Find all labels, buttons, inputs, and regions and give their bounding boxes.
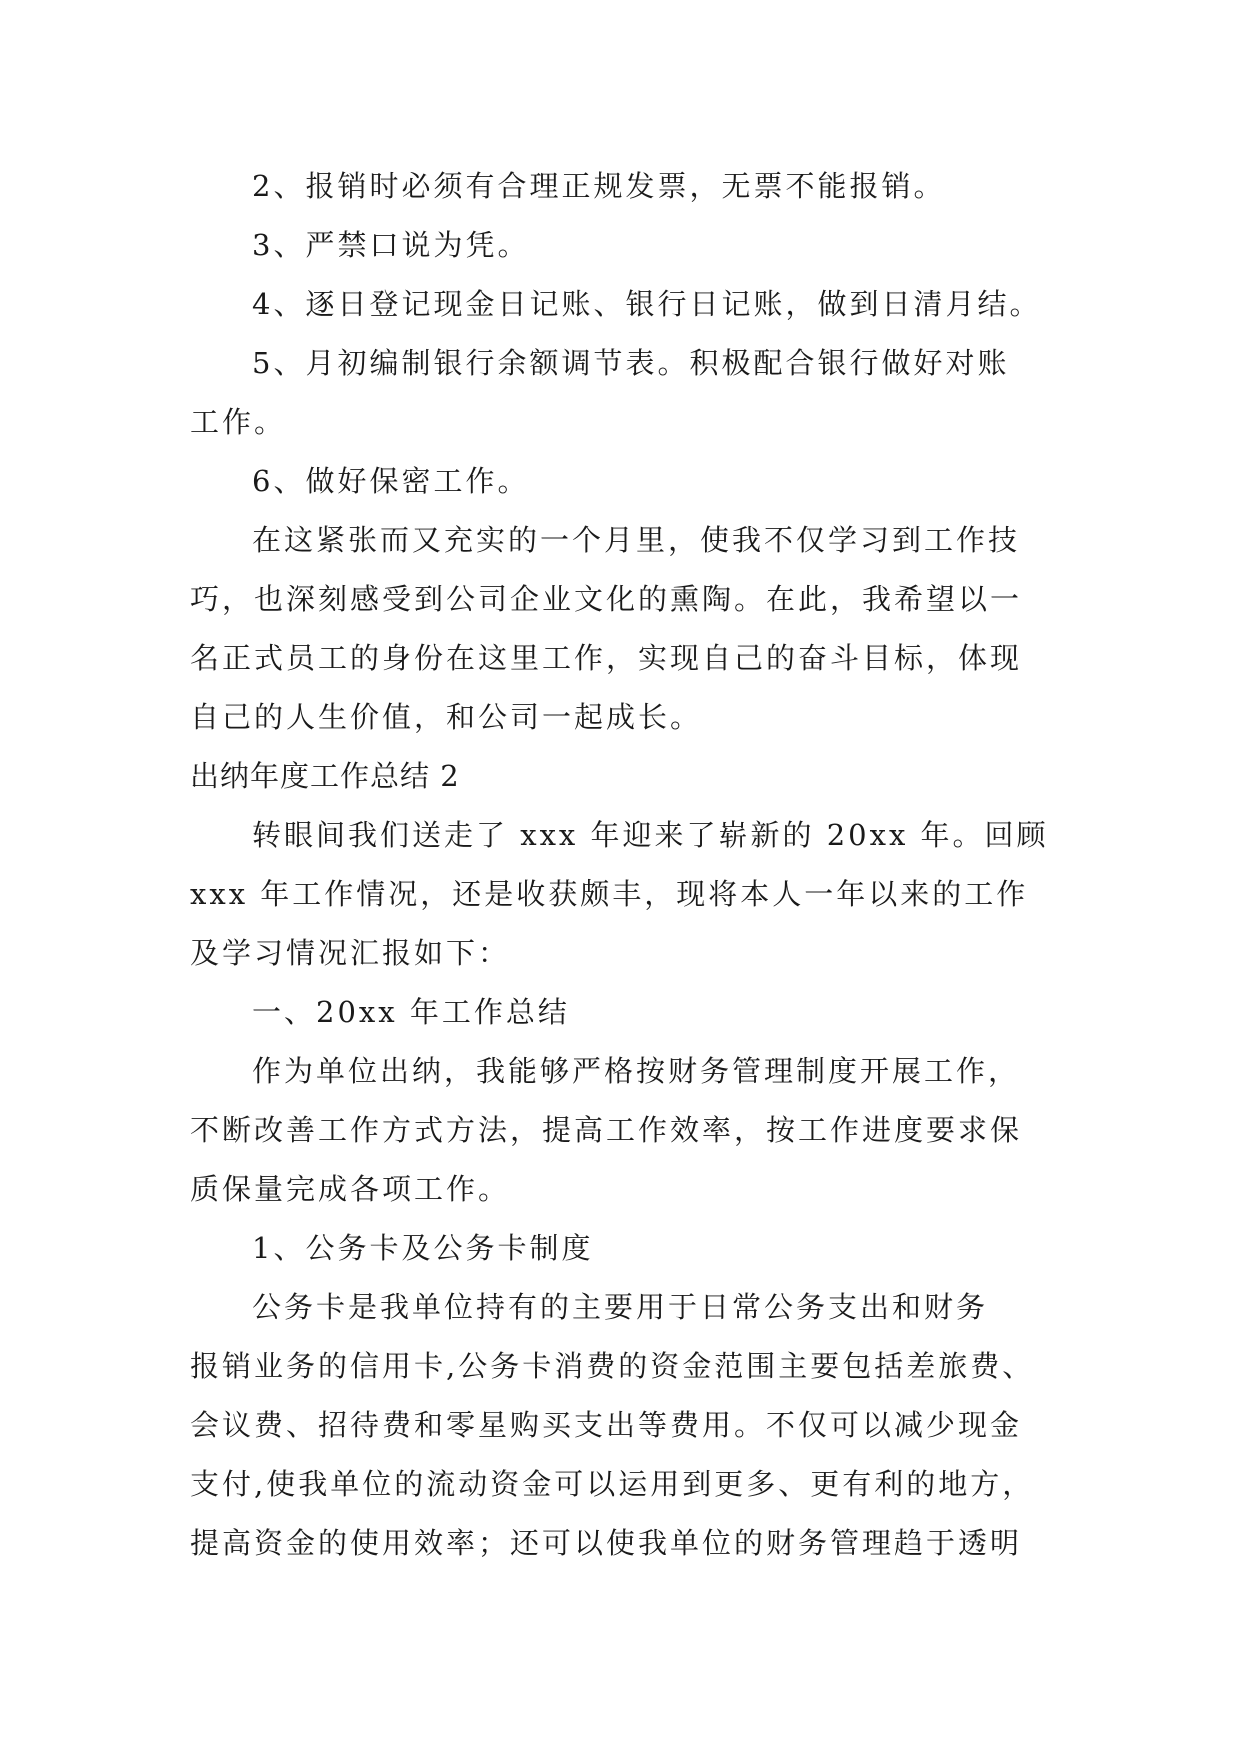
paragraph-line: 提高资金的使用效率；还可以使我单位的财务管理趋于透明 (190, 1526, 1023, 1560)
paragraph-line: 3、严禁口说为凭。 (252, 228, 530, 262)
paragraph-line: 质保量完成各项工作。 (190, 1172, 511, 1206)
paragraph-line: 在这紧张而又充实的一个月里，使我不仅学习到工作技 (252, 523, 1021, 557)
paragraph-line: 公务卡是我单位持有的主要用于日常公务支出和财务 (252, 1290, 989, 1324)
paragraph-line: 及学习情况汇报如下： (190, 936, 511, 970)
section-heading: 出纳年度工作总结 2 (190, 759, 460, 793)
paragraph-line: 报销业务的信用卡,公务卡消费的资金范围主要包括差旅费、 (190, 1349, 1035, 1383)
subsection-heading: 一、20xx 年工作总结 (252, 995, 570, 1029)
paragraph-line: 2、报销时必须有合理正规发票，无票不能报销。 (252, 169, 946, 203)
paragraph-line: xxx 年工作情况，还是收获颇丰，现将本人一年以来的工作 (190, 877, 1029, 911)
paragraph-line: 自己的人生价值，和公司一起成长。 (190, 700, 703, 734)
paragraph-line: 工作。 (190, 405, 287, 439)
paragraph-line: 巧，也深刻感受到公司企业文化的熏陶。在此，我希望以一 (190, 582, 1023, 616)
paragraph-line: 名正式员工的身份在这里工作，实现自己的奋斗目标，体现 (190, 641, 1023, 675)
paragraph-line: 支付,使我单位的流动资金可以运用到更多、更有利的地方， (190, 1467, 1035, 1501)
paragraph-line: 作为单位出纳，我能够严格按财务管理制度开展工作， (252, 1054, 1021, 1088)
paragraph-line: 不断改善工作方式方法，提高工作效率，按工作进度要求保 (190, 1113, 1023, 1147)
paragraph-line: 6、做好保密工作。 (252, 464, 530, 498)
paragraph-line: 会议费、招待费和零星购买支出等费用。不仅可以减少现金 (190, 1408, 1023, 1442)
document-body (190, 157, 1070, 1573)
paragraph-line: 转眼间我们送走了 xxx 年迎来了崭新的 20xx 年。回顾 (252, 818, 1049, 852)
subsection-heading: 1、公务卡及公务卡制度 (252, 1231, 594, 1265)
paragraph-line: 4、逐日登记现金日记账、银行日记账，做到日清月结。 (252, 287, 1042, 321)
paragraph-line: 5、月初编制银行余额调节表。积极配合银行做好对账 (252, 346, 1010, 380)
